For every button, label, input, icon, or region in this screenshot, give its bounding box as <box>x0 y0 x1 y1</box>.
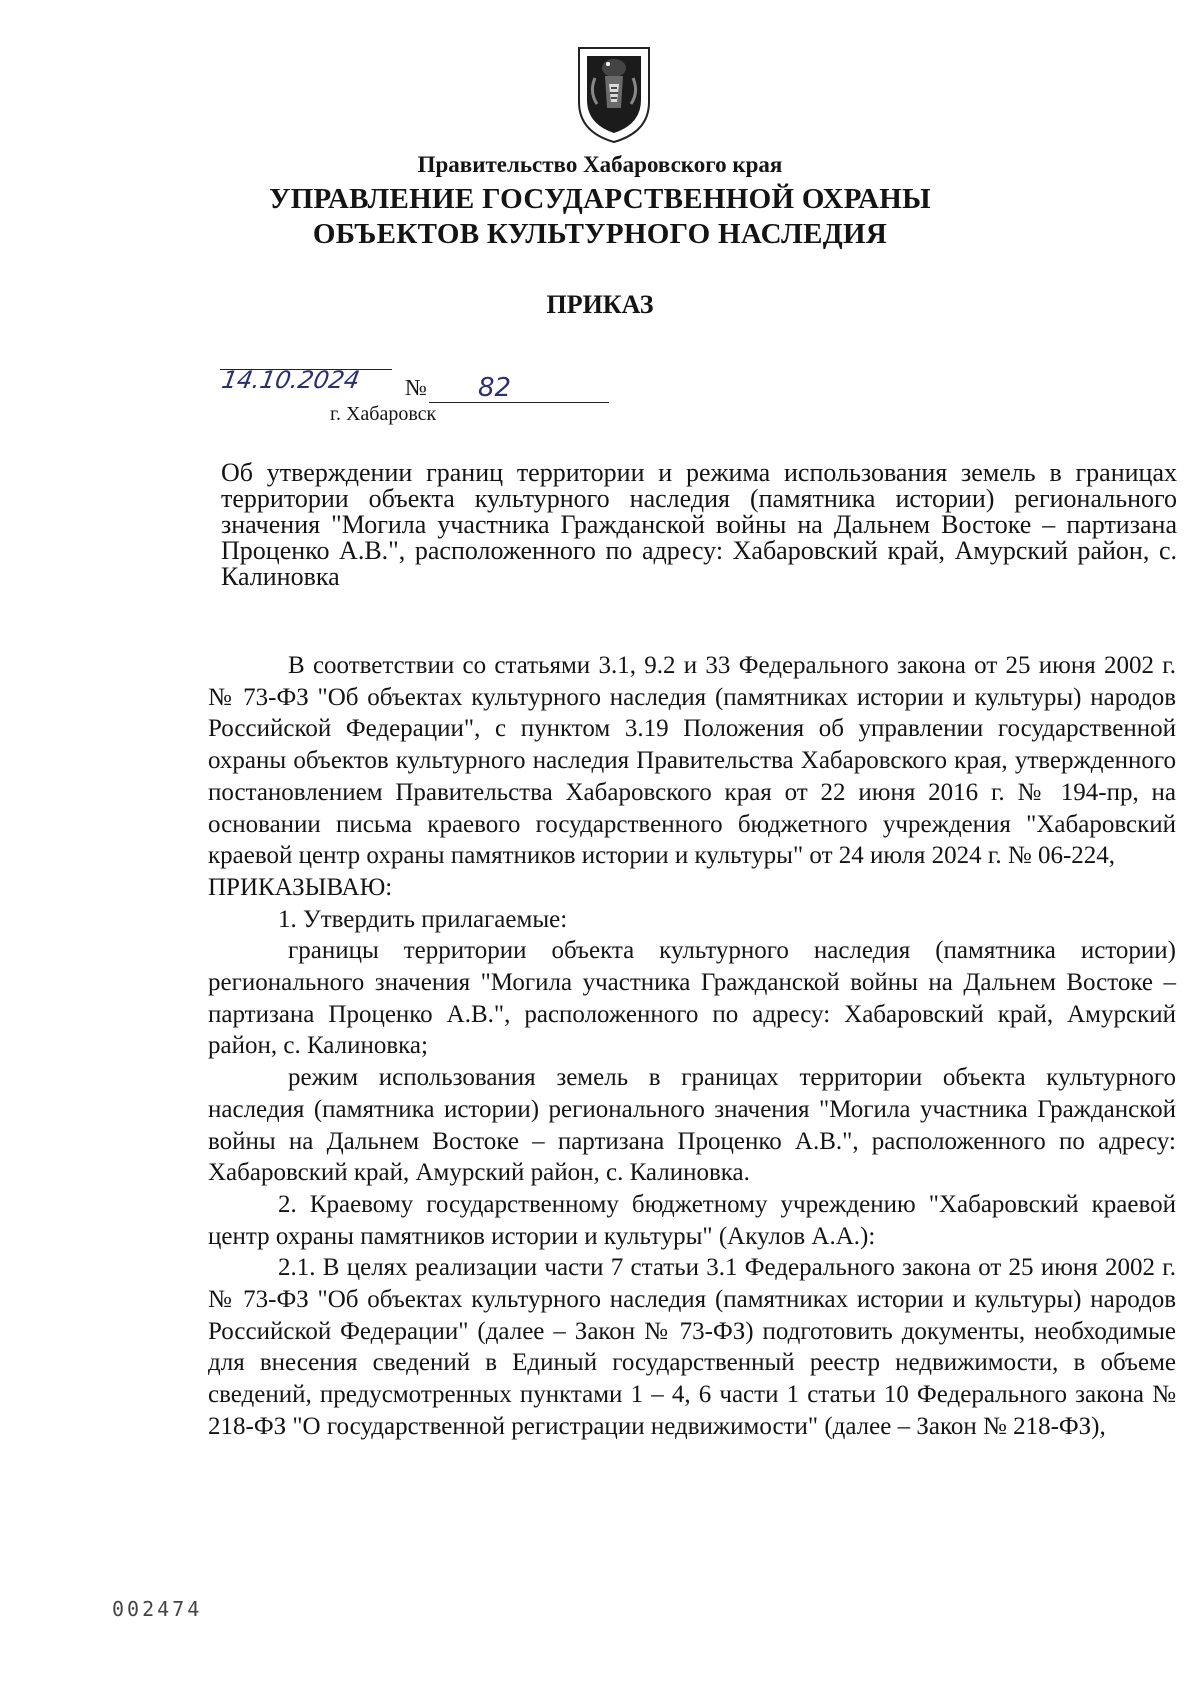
order-word: ПРИКАЗЫВАЮ: <box>208 873 393 901</box>
order-number-handwritten: 82 <box>478 373 512 403</box>
preamble-paragraph: В соответствии со статьями 3.1, 9.2 и 33 Федерального закона от 25 июня 2002 г. № 73-ФЗ "Об объектах культурного наследия (памятниках истории и культуры) народов Российской Федерации", с пунктом 3.19 Положения об управлении государственной охраны объектов культурного наследия Правительства Хабаровского края, утвержденного постановлением Правительства Хабаровского края от 22 июня 2016 г. № 194-пр, на основании письма краевого государственного бюджетного учреждения "Хабаровский краевой центр охраны памятников истории и культуры" от 24 июля 2024 г. № 06-224, <box>208 652 1176 870</box>
government-name: Правительство Хабаровского края <box>417 152 783 177</box>
department-name-line-2: ОБЪЕКТОВ КУЛЬТУРНОГО НАСЛЕДИЯ <box>312 218 888 250</box>
order-city: г. Хабаровск <box>330 403 437 425</box>
number-underline <box>429 402 609 403</box>
order-subject: Об утверждении границ территории и режима использования земель в границах территории объекта культурного наследия (памятника истории) регионального значения "Могила участника Гражданской войны на Дальнем Востоке – партизана Проценко А.В.", расположенного по адресу: Хабаровский край, Амурский район, с. Калиновка <box>221 458 1177 591</box>
department-name-line-1: УПРАВЛЕНИЕ ГОСУДАРСТВЕННОЙ ОХРАНЫ <box>269 183 931 215</box>
item-1-boundaries: границы территории объекта культурного наследия (памятника истории) регионального значения "Могила участника Гражданской войны на Дальнем Востоке – партизана Проценко А.В.", расположенного по адресу: Хабаровский край, Амурский район, с. Калиновка; <box>208 937 1176 1060</box>
item-1-regime: режим использования земель в границах территории объекта культурного наследия (памятника истории) регионального значения "Могила участника Гражданской войны на Дальнем Востоке – партизана Проценко А.В.", расположенного по адресу: Хабаровский край, Амурский район, с. Калиновка. <box>208 1064 1176 1187</box>
item-2-1: 2.1. В целях реализации части 7 статьи 3.1 Федерального закона от 25 июня 2002 г. № 73-ФЗ "Об объектах культурного наследия (памятниках истории и культуры) народов Российской Федерации" (далее – Закон № 73-ФЗ) подготовить документы, необходимые для внесения сведений в Единый государственный реестр недвижимости, в объеме сведений, предусмотренных пунктами 1 – 4, 6 части 1 статьи 10 Федерального закона № 218-ФЗ "О государственной регистрации недвижимости" (далее – Закон № 218-ФЗ), <box>208 1254 1176 1440</box>
item-1: 1. Утвердить прилагаемые: <box>278 905 568 933</box>
number-sign: № <box>405 375 427 400</box>
order-body <box>208 650 1176 1443</box>
khabarovsk-coat-of-arms-icon <box>575 42 653 144</box>
document-type-title: ПРИКАЗ <box>546 290 654 319</box>
document-reference-number: 002474 <box>112 1597 203 1621</box>
order-date-handwritten: 14.10.2024 <box>219 366 362 394</box>
item-2: 2. Краевому государственному бюджетному учреждению "Хабаровский краевой центр охраны памятников истории и культуры" (Акулов А.А.): <box>208 1190 1176 1250</box>
